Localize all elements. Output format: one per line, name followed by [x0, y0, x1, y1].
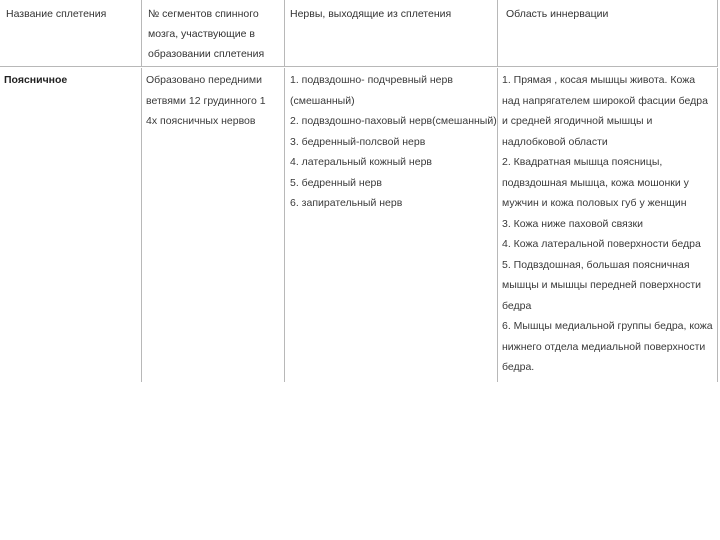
header-innervation — [506, 4, 608, 24]
header-bottom-border — [0, 66, 718, 67]
innervation-line: 2. Квадратная мышца поясницы, — [502, 156, 663, 168]
column-divider-right — [717, 0, 718, 66]
column-divider-1 — [141, 0, 142, 66]
nerve-item: 1. подвздошно- подчревный нерв — [290, 74, 453, 86]
header-nerves-text: Нервы, выходящие из сплетения — [290, 8, 452, 20]
header-innervation-text: Область иннервации — [506, 8, 609, 20]
row-divider-1 — [141, 68, 142, 382]
innervation-line: 6. Мышцы медиальной группы бедра, кожа — [502, 320, 713, 332]
nerve-item: 3. бедренный-полсвой нерв — [290, 135, 426, 148]
nerve-item: 5. бедренный нерв — [290, 176, 382, 189]
innervation-line: подвздошная мышца, кожа мошонки у — [502, 176, 689, 189]
header-segments-line: мозга, участвующие в — [148, 28, 255, 40]
innervation-line: мужчин и кожа половых губ у женщин — [502, 197, 687, 209]
segments-line: ветвями 12 грудинного 1 — [146, 94, 266, 107]
nerve-item: (смешанный) — [290, 94, 355, 107]
innervation-line: 1. Прямая , косая мышцы живота. Кожа — [502, 74, 696, 86]
innervation-line: мышцы и мышцы передней поверхности — [502, 279, 701, 291]
header-segments — [148, 4, 264, 64]
header-nerves — [290, 4, 451, 24]
nerve-item: 4. латеральный кожный нерв — [290, 156, 432, 168]
innervation-line: над напрягателем широкой фасции бедра — [502, 94, 708, 107]
innervation-line: бедра. — [502, 361, 535, 373]
nerves-cell — [290, 70, 497, 214]
innervation-line: нижнего отдела медиальной поверхности — [502, 340, 706, 353]
innervation-line: 5. Подвздошная, большая поясничная — [502, 258, 690, 271]
segments-line: 4х поясничных нервов — [146, 115, 256, 127]
row-divider-3 — [497, 68, 498, 382]
innervation-line: надлобковой области — [502, 135, 608, 148]
innervation-line: 4. Кожа латеральной поверхности бедра — [502, 238, 701, 250]
innervation-line: и средней ягодичной мышцы и — [502, 115, 653, 127]
column-divider-2 — [284, 0, 285, 66]
nerve-item: 6. запирательный нерв — [290, 197, 403, 209]
column-divider-3 — [497, 0, 498, 66]
nerve-item: 2. подвздошно-паховый нерв(смешанный) — [290, 115, 497, 127]
plexus-name: Поясничное — [4, 74, 68, 86]
row-divider-right — [717, 68, 718, 382]
header-segments-line: № сегментов спинного — [148, 8, 259, 20]
header-segments-line: образовании сплетения — [148, 48, 265, 60]
innervation-cell — [502, 70, 713, 378]
header-plexus-name — [6, 4, 106, 24]
innervation-line: 3. Кожа ниже паховой связки — [502, 217, 643, 230]
header-plexus-name-text: Название сплетения — [6, 8, 107, 20]
segments-cell — [146, 70, 266, 132]
row-divider-2 — [284, 68, 285, 382]
innervation-line: бедра — [502, 299, 532, 312]
plexus-name-cell — [4, 70, 67, 91]
segments-line: Образовано передними — [146, 74, 262, 86]
